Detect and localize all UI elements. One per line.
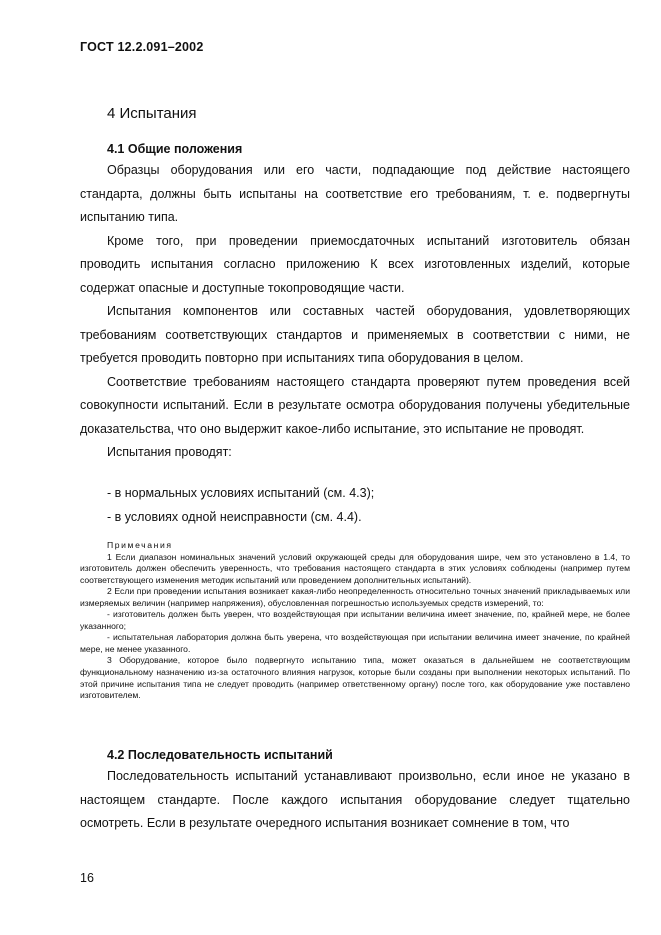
paragraph: Испытания проводят: bbox=[107, 445, 232, 459]
note-item: - изготовитель должен быть уверен, что воздействующая при испытании величина имеет значение, по, крайней мере, не более указанного; bbox=[80, 609, 630, 631]
page-number: 16 bbox=[80, 871, 94, 885]
subsection-4-2-title: 4.2 Последовательность испытаний bbox=[107, 748, 333, 762]
paragraph: Соответствие требованиям настоящего стандарта проверяют путем проведения всей совокупности испытаний. Если в результате осмотра оборудования получены убедительные доказательства, что оно выдержит какое-либо испытание, это испытание не проводят. bbox=[80, 374, 630, 436]
subsection-4-2-body bbox=[80, 765, 630, 836]
note-item: - испытательная лаборатория должна быть уверена, что воздействующая при испытании величина имеет значение, по крайней мере, не менее указанного. bbox=[80, 632, 630, 654]
conditions-list bbox=[107, 482, 374, 529]
list-item: - в нормальных условиях испытаний (см. 4.3); bbox=[107, 486, 375, 500]
paragraph: Образцы оборудования или его части, подпадающие под действие настоящего стандарта, должны быть испытаны на соответствие его требованиям, т. е. подвергнуты испытанию типа. bbox=[80, 163, 630, 224]
subsection-4-1-title: 4.1 Общие положения bbox=[107, 142, 243, 156]
note-item: 2 Если при проведении испытания возникает какая-либо неопределенность относительно точных значений прикладываемых или измеряемых величин (например напряжения), обусловленная погрешностью используемых средств измерений, то: bbox=[80, 586, 630, 608]
subsection-4-1-body bbox=[80, 159, 630, 465]
note-item: 1 Если диапазон номинальных значений условий окружающей среды для оборудования шире, чем это установлено в 1.4, то изготовитель должен обеспечить уверенность, что требования настоящего стандарта в этих условиях соблюдены (например путем соответствующего изменения методик испытаний или проведением дополнительных испытаний). bbox=[80, 551, 630, 585]
note-item: 3 Оборудование, которое было подвергнуто испытанию типа, может оказаться в дальнейшем не соответствующим функциональному назначению из-за остаточного влияния нагрузок, которые были созданы при выполнении некоторых испытаний. По этой причине испытания типа не следует проводить (например ответственному органу) после того, как оборудование уже поставлено изготовителем. bbox=[80, 655, 630, 701]
paragraph: Кроме того, при проведении приемосдаточных испытаний изготовитель обязан проводить испытания согласно приложению К всех изготовленных изделий, которые содержат опасные и доступные токопроводящие части. bbox=[80, 233, 630, 295]
paragraph: Последовательность испытаний устанавливают произвольно, если иное не указано в настоящем стандарте. После каждого испытания оборудование следует тщательно осмотреть. Если в результате очередного испытания возникает сомнение в том, что bbox=[80, 769, 630, 830]
list-item: - в условиях одной неисправности (см. 4.4). bbox=[107, 509, 362, 524]
notes-title: Примечания bbox=[107, 540, 173, 550]
document-header: ГОСТ 12.2.091–2002 bbox=[80, 40, 204, 54]
section-title: 4 Испытания bbox=[107, 105, 197, 122]
notes-block bbox=[80, 540, 630, 702]
paragraph: Испытания компонентов или составных частей оборудования, удовлетворяющих требованиям соответствующих стандартов и применяемых в соответствии с ними, не требуется проводить повторно при испытаниях типа оборудования в целом. bbox=[80, 304, 630, 365]
